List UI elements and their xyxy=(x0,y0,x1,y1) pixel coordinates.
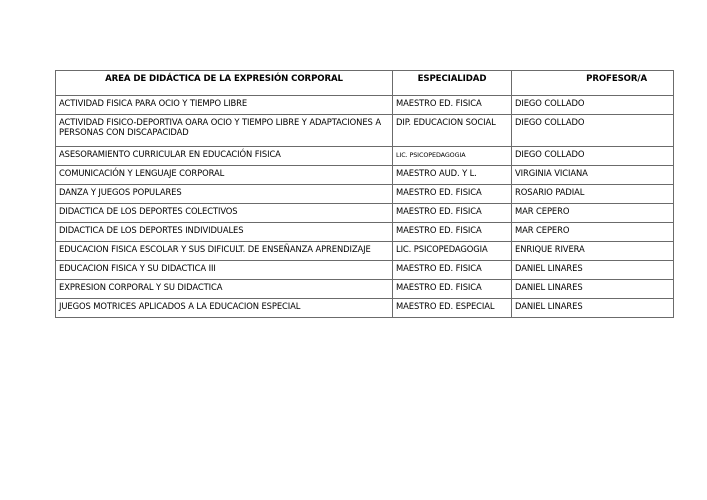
subject-cell: ACTIVIDAD FISICO-DEPORTIVA OARA OCIO Y TIEMPO LIBRE Y ADAPTACIONES A PERSONAS CON DISCAPACIDAD xyxy=(56,115,393,147)
specialty-cell: LIC. PSICOPEDAGOGIA xyxy=(393,147,512,166)
table-row xyxy=(56,280,674,299)
teacher-cell: DIEGO COLLADO xyxy=(512,115,674,147)
table-row xyxy=(56,96,674,115)
table-row xyxy=(56,185,674,204)
specialty-cell: LIC. PSICOPEDAGOGIA xyxy=(393,242,512,261)
teacher-cell: ROSARIO PADIAL xyxy=(512,185,674,204)
teacher-cell: ENRIQUE RIVERA xyxy=(512,242,674,261)
subject-cell: JUEGOS MOTRICES APLICADOS A LA EDUCACION ESPECIAL xyxy=(56,299,393,318)
specialty-cell: MAESTRO ED. FISICA xyxy=(393,280,512,299)
subject-cell: EDUCACION FISICA ESCOLAR Y SUS DIFICULT. DE ENSEÑANZA APRENDIZAJE xyxy=(56,242,393,261)
table-row xyxy=(56,299,674,318)
specialty-cell: DIP. EDUCACION SOCIAL xyxy=(393,115,512,147)
specialty-cell: MAESTRO ED. FISICA xyxy=(393,185,512,204)
table-row xyxy=(56,261,674,280)
subject-cell: EXPRESION CORPORAL Y SU DIDACTICA xyxy=(56,280,393,299)
teacher-cell: MAR CEPERO xyxy=(512,223,674,242)
table-header-row xyxy=(56,71,674,96)
subject-cell: DIDACTICA DE LOS DEPORTES COLECTIVOS xyxy=(56,204,393,223)
specialty-cell: MAESTRO AUD. Y L. xyxy=(393,166,512,185)
table-row xyxy=(56,147,674,166)
teacher-cell: DIEGO COLLADO xyxy=(512,96,674,115)
subject-cell: DANZA Y JUEGOS POPULARES xyxy=(56,185,393,204)
subject-cell: ASESORAMIENTO CURRICULAR EN EDUCACIÓN FISICA xyxy=(56,147,393,166)
table-row xyxy=(56,223,674,242)
subject-cell: ACTIVIDAD FISICA PARA OCIO Y TIEMPO LIBRE xyxy=(56,96,393,115)
table-row xyxy=(56,115,674,147)
teacher-cell: DANIEL LINARES xyxy=(512,261,674,280)
header-teacher: PROFESOR/A xyxy=(512,71,674,96)
header-specialty: ESPECIALIDAD xyxy=(393,71,512,96)
specialty-cell: MAESTRO ED. ESPECIAL xyxy=(393,299,512,318)
specialty-cell: MAESTRO ED. FISICA xyxy=(393,261,512,280)
teacher-cell: DIEGO COLLADO xyxy=(512,147,674,166)
subject-cell: DIDACTICA DE LOS DEPORTES INDIVIDUALES xyxy=(56,223,393,242)
teaching-assignments-table xyxy=(55,70,674,318)
teacher-cell: VIRGINIA VICIANA xyxy=(512,166,674,185)
table-row xyxy=(56,166,674,185)
specialty-cell: MAESTRO ED. FISICA xyxy=(393,96,512,115)
table-row xyxy=(56,204,674,223)
specialty-cell: MAESTRO ED. FISICA xyxy=(393,223,512,242)
teacher-cell: MAR CEPERO xyxy=(512,204,674,223)
header-area: AREA DE DIDÁCTICA DE LA EXPRESIÓN CORPORAL xyxy=(56,71,393,96)
specialty-cell: MAESTRO ED. FISICA xyxy=(393,204,512,223)
table-row xyxy=(56,242,674,261)
subject-cell: EDUCACION FISICA Y SU DIDACTICA III xyxy=(56,261,393,280)
teacher-cell: DANIEL LINARES xyxy=(512,280,674,299)
teacher-cell: DANIEL LINARES xyxy=(512,299,674,318)
subject-cell: COMUNICACIÓN Y LENGUAJE CORPORAL xyxy=(56,166,393,185)
